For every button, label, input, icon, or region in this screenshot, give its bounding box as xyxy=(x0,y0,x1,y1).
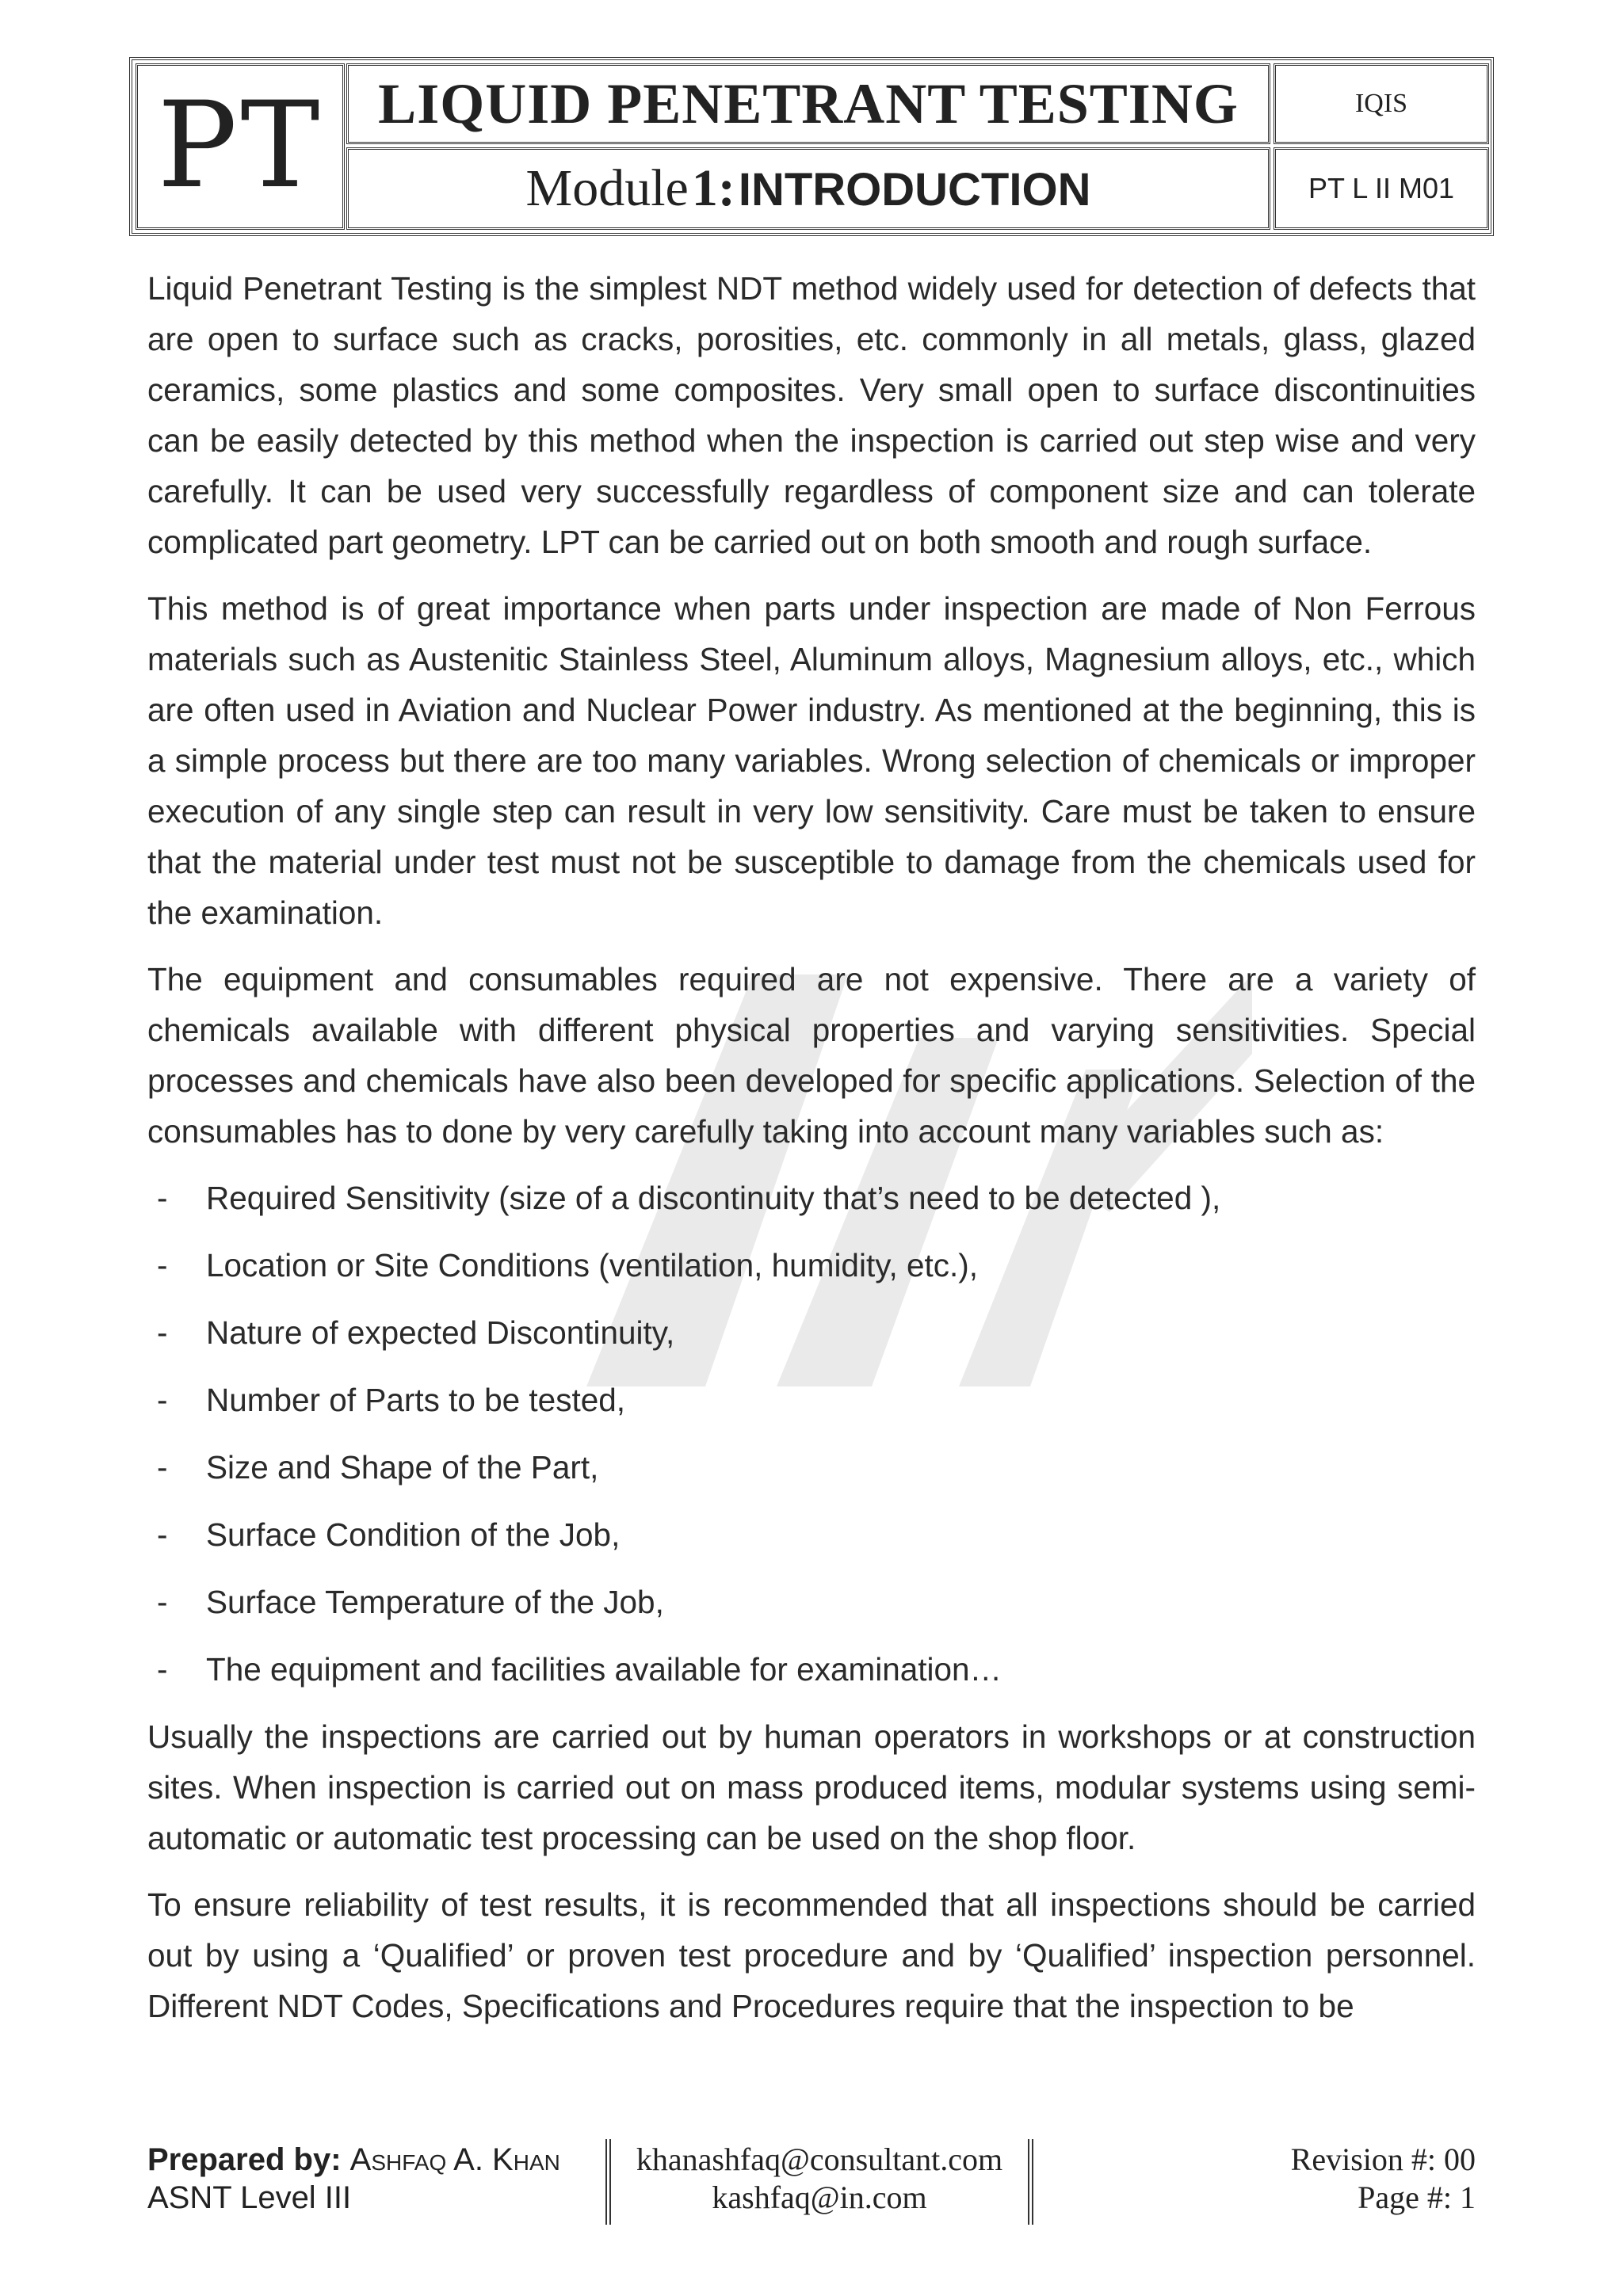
list-item xyxy=(147,1307,1476,1358)
list-item-text: Location or Site Conditions (ventilation, humidity, etc.), xyxy=(206,1247,978,1283)
list-item-text: Size and Shape of the Part, xyxy=(206,1449,599,1486)
abbrev-cell xyxy=(136,63,345,230)
revision-block xyxy=(1291,2141,1476,2217)
prepared-by-label: Prepared by: xyxy=(147,2142,342,2177)
document-body xyxy=(147,263,1476,2047)
paragraph: To ensure reliability of test results, it is recommended that all inspections should be carried out by using a ‘Qualified’ or proven test procedure and by ‘Qualified’ inspection personnel. Different NDT Codes, Specifications and Procedures require that the inspection to be xyxy=(147,1886,1476,2024)
divider xyxy=(605,2139,611,2225)
page-footer xyxy=(147,2141,1476,2228)
bullet-dash: - xyxy=(157,1382,168,1418)
header-box xyxy=(129,57,1494,236)
title-cell xyxy=(346,63,1270,144)
module-cell xyxy=(346,147,1270,230)
method-abbreviation: PT xyxy=(157,77,323,215)
paragraph: Liquid Penetrant Testing is the simplest NDT method widely used for detection of defects that are open to surface such as cracks, porosities, etc. commonly in all metals, glass, glazed ceramics, some plastics and some composites. Very small open to surface discontinuities can be easily detected by this method when the inspection is carried out step wise and very carefully. It can be used very successfully regardless of component size and can tolerate complicated part geometry. LPT can be carried out on both smooth and rough surface. xyxy=(147,270,1476,560)
document-code: PT L II M01 xyxy=(1308,172,1455,204)
paragraph: This method is of great importance when parts under inspection are made of Non Ferrous materials such as Austenitic Stainless Steel, Aluminum alloys, Magnesium alloys, etc., which are often used in Aviation and Nuclear Power industry. As mentioned at the beginning, this is a simple process but there are too many variables. Wrong selection of chemicals or improper execution of any single step can result in very low sensitivity. Care must be taken to ensure that the material under test must not be susceptible to damage from the chemicals used for the examination. xyxy=(147,590,1476,931)
organization-cell xyxy=(1274,63,1489,144)
email-primary[interactable]: khanashfaq@consultant.com xyxy=(636,2142,1003,2177)
list-item xyxy=(147,1509,1476,1560)
paragraph: The equipment and consumables required are not expensive. There are a variety of chemicals available with different physical properties and varying sensitivities. Special processes and chemicals have also been developed for specific applications. Selection of the consumables has to done by very carefully taking into account many variables such as: xyxy=(147,961,1476,1150)
module-word: Module xyxy=(525,159,689,217)
list-item-text: Number of Parts to be tested, xyxy=(206,1382,626,1418)
author-level: ASNT Level III xyxy=(147,2180,352,2215)
bullet-dash: - xyxy=(157,1651,168,1688)
list-item xyxy=(147,1577,1476,1627)
bullet-dash: - xyxy=(157,1584,168,1620)
module-heading xyxy=(349,150,1268,241)
list-item-text: Nature of expected Discontinuity, xyxy=(206,1314,675,1351)
organization-name: IQIS xyxy=(1354,89,1408,118)
list-item-text: Required Sensitivity (size of a discontinuity that’s need to be detected ), xyxy=(206,1180,1221,1216)
page-number: Page #: 1 xyxy=(1358,2180,1476,2215)
list-item xyxy=(147,1375,1476,1425)
bullet-dash: - xyxy=(157,1180,168,1216)
bullet-dash: - xyxy=(157,1516,168,1553)
bullet-dash: - xyxy=(157,1449,168,1486)
doc-code-cell xyxy=(1274,147,1489,230)
bullet-dash: - xyxy=(157,1314,168,1351)
list-item xyxy=(147,1173,1476,1223)
paragraph: Usually the inspections are carried out by human operators in workshops or at construction sites. When inspection is carried out on mass produced items, modular systems using semi-automatic or automatic test processing can be used on the shop floor. xyxy=(147,1718,1476,1856)
module-number: 1: xyxy=(691,159,735,217)
revision-number: Revision #: 00 xyxy=(1290,2142,1476,2177)
bullet-dash: - xyxy=(157,1247,168,1283)
list-item xyxy=(147,1442,1476,1493)
contact-block xyxy=(605,2141,1033,2228)
divider xyxy=(1028,2139,1033,2225)
variables-list xyxy=(147,1173,1476,1695)
author-name: Ashfaq A. Khan xyxy=(349,2142,560,2177)
list-item-text: Surface Temperature of the Job, xyxy=(206,1584,664,1620)
module-title: INTRODUCTION xyxy=(738,164,1091,215)
list-item xyxy=(147,1240,1476,1291)
email-secondary[interactable]: kashfaq@in.com xyxy=(712,2180,927,2215)
document-title: LIQUID PENETRANT TESTING xyxy=(378,72,1239,135)
author-block xyxy=(147,2141,560,2217)
list-item-text: The equipment and facilities available for examination… xyxy=(206,1651,1002,1688)
list-item-text: Surface Condition of the Job, xyxy=(206,1516,621,1553)
list-item xyxy=(147,1644,1476,1695)
